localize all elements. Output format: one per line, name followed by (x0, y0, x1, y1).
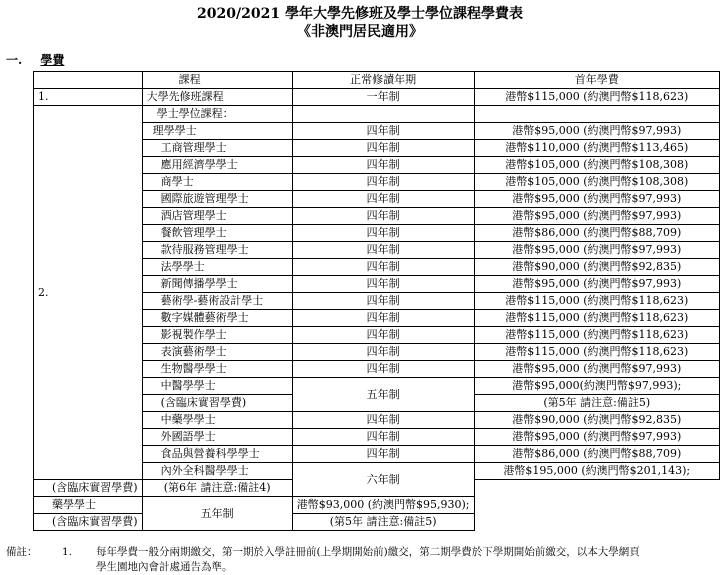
note-text-continued: 學生園地內會計處通告為準。 (96, 561, 233, 573)
program-name (142, 242, 292, 259)
program-name (142, 327, 292, 344)
program-fee: 港幣$95,000 (約澳門幣$97,993) (474, 242, 719, 259)
program-fee-empty (474, 106, 719, 123)
program-name-text: 藝術學-藝術設計學士 (160, 294, 264, 307)
program-name (142, 344, 292, 361)
program-name (142, 259, 292, 276)
note-text: 每年學費一般分兩期繳交，第一期於入學註冊前(上學期開始前)繳交，第二期學費於下學期開始前繳交，以本大學網頁 (96, 546, 640, 558)
table-row (34, 89, 720, 106)
header-fee: 首年學費 (474, 72, 719, 89)
program-name (142, 225, 292, 242)
page-subtitle: 《非澳門居民適用》 (297, 24, 423, 40)
program-name-note-text: (含臨床實習學費) (52, 515, 138, 528)
program-duration: 四年制 (292, 242, 474, 259)
program-name-text: 內外全科醫學學士 (160, 464, 249, 477)
program-name (142, 378, 292, 395)
program-name-text: 中藥學學士 (160, 413, 216, 426)
program-name (142, 293, 292, 310)
program-name (142, 191, 292, 208)
section-number: 一. (6, 53, 23, 67)
program-name (142, 412, 292, 429)
program-fee: 港幣$95,000 (約澳門幣$97,993) (474, 191, 719, 208)
program-fee: 港幣$95,000 (約澳門幣$97,993) (474, 123, 719, 140)
program-name-text: 國際旅遊管理學士 (160, 192, 249, 205)
program-name-text: 數字媒體藝術學士 (160, 311, 249, 324)
program-name-text: 工商管理學士 (160, 141, 227, 154)
program-fee: 港幣$95,000 (約澳門幣$97,993) (474, 361, 719, 378)
program-fee-note: (第5年 請注意:備註5) (474, 395, 719, 412)
table-header-row (34, 72, 720, 89)
table-row (34, 106, 720, 123)
section-heading (6, 53, 64, 67)
program-name (142, 446, 292, 463)
program-duration: 四年制 (292, 276, 474, 293)
program-name-text: 中醫學學士 (160, 379, 216, 392)
program-fee: 港幣$95,000(約澳門幣$97,993); (474, 378, 719, 395)
program-name-text: 餐飲管理學士 (160, 226, 227, 239)
program-fee: 港幣$105,000 (約澳門幣$108,308) (474, 174, 719, 191)
program-name (142, 463, 292, 480)
program-duration: 四年制 (292, 208, 474, 225)
note-number: 1. (62, 546, 73, 558)
program-duration: 四年制 (292, 140, 474, 157)
header-program: 課程 (142, 72, 292, 89)
program-duration: 四年制 (292, 293, 474, 310)
program-fee: 港幣$115,000 (約澳門幣$118,623) (474, 89, 719, 106)
program-fee: 港幣$90,000 (約澳門幣$92,835) (474, 259, 719, 276)
row-number: 2. (34, 106, 143, 480)
section-label: 學費 (40, 53, 65, 67)
program-duration: 四年制 (292, 123, 474, 140)
program-name (34, 497, 143, 514)
program-fee: 港幣$115,000 (約澳門幣$118,623) (474, 327, 719, 344)
program-duration: 四年制 (292, 174, 474, 191)
program-fee: 港幣$195,000 (約澳門幣$201,143); (474, 463, 719, 480)
program-name (142, 276, 292, 293)
program-fee: 港幣$95,000 (約澳門幣$97,993) (474, 208, 719, 225)
program-duration: 四年制 (292, 344, 474, 361)
program-fee: 港幣$86,000 (約澳門幣$88,709) (474, 446, 719, 463)
program-name (142, 361, 292, 378)
header-duration: 正常修讀年期 (292, 72, 474, 89)
table-row (34, 514, 720, 531)
program-fee: 港幣$115,000 (約澳門幣$118,623) (474, 293, 719, 310)
program-name-text: 影視製作學士 (160, 328, 227, 341)
table-row (34, 497, 720, 514)
program-duration: 四年制 (292, 191, 474, 208)
program-duration: 四年制 (292, 446, 474, 463)
program-duration: 四年制 (292, 327, 474, 344)
program-fee: 港幣$105,000 (約澳門幣$108,308) (474, 157, 719, 174)
program-name-note (142, 395, 292, 412)
program-fee: 港幣$95,000 (約澳門幣$97,993) (474, 276, 719, 293)
program-duration: 四年制 (292, 225, 474, 242)
program-name-text: 藥學學士 (52, 498, 96, 511)
program-name-text: 生物醫學學士 (160, 362, 227, 375)
program-duration-empty (292, 106, 474, 123)
program-name (142, 208, 292, 225)
program-name (142, 429, 292, 446)
program-fee: 港幣$115,000 (約澳門幣$118,623) (474, 310, 719, 327)
program-name-note-text: (含臨床實習學費) (160, 396, 247, 409)
program-name-text: 應用經濟學學士 (160, 158, 238, 171)
program-name (142, 157, 292, 174)
program-name-text: 理學學士 (152, 124, 197, 137)
row-number: 1. (34, 89, 143, 106)
header-blank (34, 72, 143, 89)
program-duration: 四年制 (292, 310, 474, 327)
program-name-text: 外國語學士 (160, 430, 216, 443)
program-name (142, 174, 292, 191)
program-fee: 港幣$90,000 (約澳門幣$92,835) (474, 412, 719, 429)
program-fee: 港幣$93,000 (約澳門幣$95,930); (292, 497, 474, 514)
program-name-text: 法學學士 (160, 260, 205, 273)
program-duration: 五年制 (142, 497, 292, 531)
program-name-text: 新聞傳播學學士 (160, 277, 238, 290)
program-name (142, 140, 292, 157)
notes-label: 備註： (6, 546, 38, 558)
program-fee: 港幣$115,000 (約澳門幣$118,623) (474, 344, 719, 361)
program-name (142, 123, 292, 140)
program-duration: 一年制 (292, 89, 474, 106)
program-duration: 四年制 (292, 361, 474, 378)
program-name-note-text: (含臨床實習學費) (52, 481, 138, 494)
program-fee-note: (第6年 請注意:備註4) (142, 480, 292, 497)
program-name-note (34, 514, 143, 531)
program-duration: 五年制 (292, 378, 474, 412)
program-name-text: 款待服務管理學士 (160, 243, 249, 256)
program-duration: 四年制 (292, 429, 474, 446)
program-fee-note: (第5年 請注意:備註5) (292, 514, 474, 531)
fee-table (33, 71, 720, 531)
program-duration: 四年制 (292, 157, 474, 174)
page-title: 2020/2021 學年大學先修班及學士學位課程學費表 (197, 6, 523, 22)
program-name-text: 表演藝術學士 (160, 345, 227, 358)
program-name-text: 商學士 (160, 175, 194, 188)
degree-group-label: 學士學位課程： (142, 106, 292, 123)
program-name-note (34, 480, 143, 497)
program-name: 大學先修班課程 (142, 89, 292, 106)
program-fee: 港幣$110,000 (約澳門幣$113,465) (474, 140, 719, 157)
program-fee: 港幣$95,000 (約澳門幣$97,993) (474, 429, 719, 446)
program-fee: 港幣$86,000 (約澳門幣$88,709) (474, 225, 719, 242)
program-duration: 六年制 (292, 463, 474, 497)
program-name (142, 310, 292, 327)
program-name-text: 酒店管理學士 (160, 209, 227, 222)
program-duration: 四年制 (292, 412, 474, 429)
program-name-text: 食品與營養科學學士 (160, 447, 260, 460)
program-duration: 四年制 (292, 259, 474, 276)
